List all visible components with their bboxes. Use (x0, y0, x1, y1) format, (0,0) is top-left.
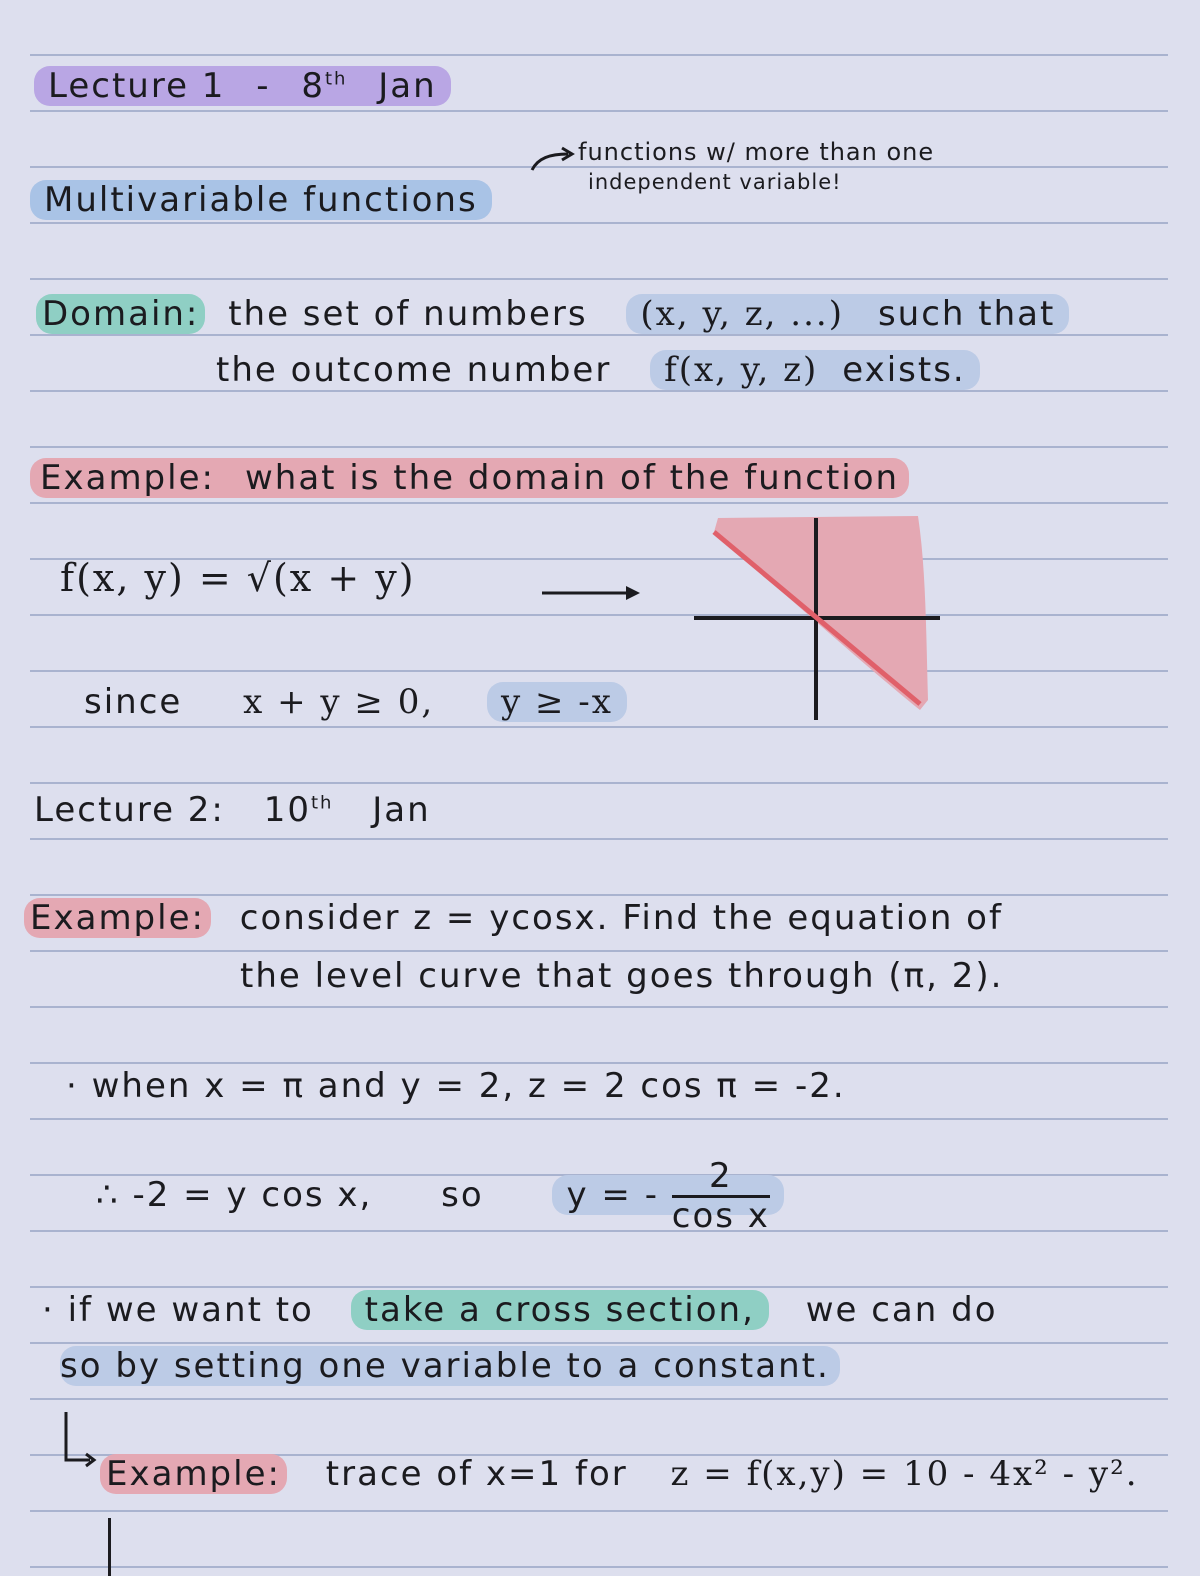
domain-line1 (36, 294, 1069, 334)
lecture1-dash: - (256, 66, 271, 106)
example2-line1 (24, 898, 1003, 938)
cross-section-line2 (60, 1346, 840, 1386)
domain-label: Domain: (36, 294, 205, 334)
domain-text1: the set of numbers (228, 294, 588, 334)
domain-fxyz-highlight (650, 350, 980, 390)
domain-fxyz: f(x, y, z) (664, 350, 819, 390)
example1-result: y ≥ -x (487, 682, 627, 722)
lecture1-title: Lecture 1 (48, 66, 226, 106)
example1-highlight (30, 458, 909, 498)
example2-y-eq: y = - (566, 1175, 659, 1216)
lecture2-month: Jan (372, 790, 431, 830)
curved-arrow-icon (528, 140, 578, 176)
example3-function: z = f(x,y) = 10 - 4x² - y². (670, 1454, 1139, 1494)
example2-fraction (672, 1158, 770, 1236)
domain-tuple: (x, y, z, ...) (640, 294, 844, 334)
domain-text3: the outcome number (216, 350, 612, 390)
side-note-line2: independent variable! (588, 170, 842, 194)
lecture1-day-suffix: th (324, 68, 348, 90)
example2-when: · when x = π and y = 2, z = 2 cos π = -2. (66, 1066, 846, 1106)
lecture2-title: Lecture 2: (34, 790, 225, 830)
example1-function: f(x, y) = √(x + y) (60, 556, 416, 600)
example2-solution-highlight (552, 1156, 783, 1237)
domain-graph (690, 510, 950, 725)
lecture1-day: 8 (301, 66, 325, 106)
lecture1-month: Jan (378, 66, 437, 106)
example2-line1-text: consider z = ycosx. Find the equation of (239, 898, 1003, 938)
example2-therefore: ∴ -2 = y cos x, (96, 1175, 373, 1216)
cross-section-line2-text: so by setting one variable to a constant. (60, 1346, 840, 1386)
pen-stroke (108, 1518, 111, 1576)
cross-section-cont: we can do (805, 1290, 998, 1330)
domain-text2: such that (877, 294, 1056, 334)
domain-line2 (216, 350, 980, 390)
hook-arrow-icon (60, 1410, 104, 1470)
side-note-line1: functions w/ more than one (578, 138, 935, 166)
example1-label: Example: (40, 458, 215, 498)
example2-therefore-line (96, 1158, 784, 1236)
example1-question: what is the domain of the function (244, 458, 900, 498)
lecture1-heading (34, 66, 451, 106)
example1-heading (30, 458, 909, 498)
fraction-denominator: cos x (671, 1196, 770, 1237)
lecture1-highlight (34, 66, 451, 106)
cross-section-start: · if we want to (42, 1290, 314, 1330)
example3-label: Example: (100, 1454, 287, 1494)
example1-since-line (84, 682, 627, 722)
domain-text4: exists. (842, 350, 966, 390)
example2-line2: the level curve that goes through (π, 2). (240, 956, 1004, 996)
domain-tuple-highlight (626, 294, 1069, 334)
section-title (30, 180, 492, 220)
cross-section-line1 (42, 1290, 998, 1330)
fraction-numerator: 2 (672, 1158, 770, 1198)
example2-so: so (441, 1175, 484, 1216)
lecture2-heading (34, 790, 431, 830)
example2-label: Example: (24, 898, 211, 938)
section-title-text: Multivariable functions (30, 180, 492, 220)
lecture2-day-suffix: th (310, 792, 334, 814)
lecture2-day: 10 (263, 790, 311, 830)
example1-inequality: x + y ≥ 0, (243, 682, 435, 722)
example3-text: trace of x=1 for (325, 1454, 628, 1494)
example3-line (100, 1454, 1139, 1494)
right-arrow-icon (540, 578, 644, 608)
cross-section-highlight: take a cross section, (351, 1290, 769, 1330)
example1-since: since (84, 682, 183, 722)
